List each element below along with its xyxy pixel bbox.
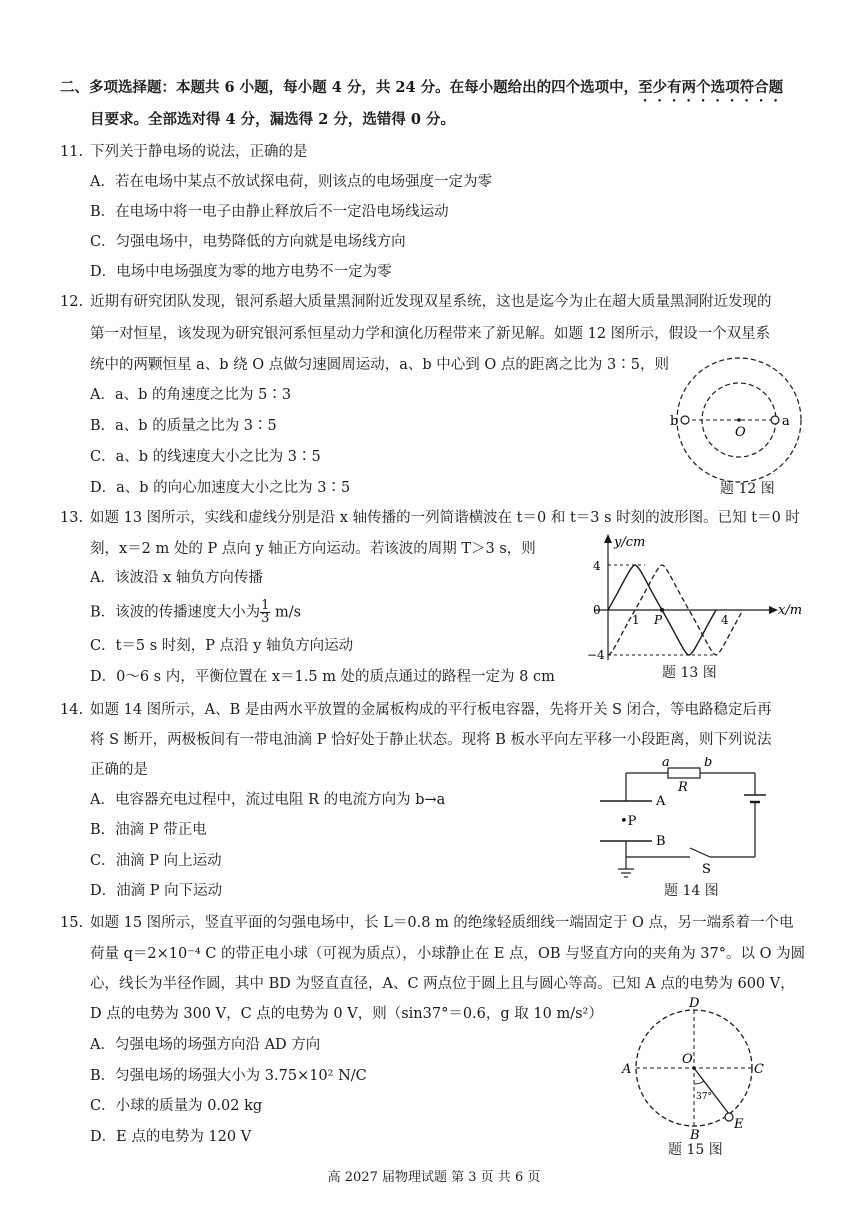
q13-stem-line1: 如题 13 图所示，实线和虚线分别是沿 x 轴传播的一列简谐横波在 t＝0 和 t＝3 s 时刻的波形图。已知 t＝0 时 [90, 510, 800, 526]
fraction-denominator: 3 [261, 611, 270, 626]
q12-number: 12. [60, 294, 84, 310]
q13-option-b-fraction [260, 600, 270, 625]
q15-option-b: B．匀强电场的场强大小为 3.75×10² N/C [90, 1068, 367, 1084]
q15-option-d: D．E 点的电势为 120 V [90, 1129, 252, 1145]
q11-option-d: D．电场中电场强度为零的地方电势不一定为零 [90, 264, 392, 280]
q12-option-a: A．a、b 的角速度之比为 5∶3 [90, 387, 292, 403]
point-p [660, 608, 664, 612]
fraction-numerator: 1 [261, 598, 270, 613]
label-o: O [735, 425, 746, 440]
page-footer: 高 2027 届物理试题 第 3 页 共 6 页 [327, 1170, 541, 1185]
q13-option-a: A．该波沿 x 轴负方向传播 [90, 570, 263, 586]
resistor-r [668, 768, 700, 778]
label-a-node: a [662, 757, 670, 770]
ball-e [725, 1113, 733, 1121]
q14-stem-line2: 将 S 断开，两极板间有一带电油滴 P 恰好处于静止状态。现将 B 板水平向左平移一小段距离，则下列说法 [90, 732, 772, 748]
label-plate-a: A [656, 794, 666, 809]
label-c: C [754, 1062, 764, 1077]
figure-14-caption: 题 14 图 [664, 883, 719, 899]
q14-option-a: A．电容器充电过程中，流过电阻 R 的电流方向为 b→a [90, 792, 446, 808]
q14-stem-line1: 如题 14 图所示，A、B 是由两水平放置的金属板构成的平行板电容器，先将开关 S 闭合，等电路稳定后再 [90, 702, 772, 718]
figure-12-caption: 题 12 图 [720, 481, 775, 497]
q13-option-d: D．0～6 s 内，平衡位置在 x＝1.5 m 处的质点通过的路程一定为 8 cm [90, 669, 555, 685]
label-e: E [734, 1117, 744, 1132]
q13-option-b-text: B．该波的传播速度大小为 [90, 604, 261, 621]
figure-14-circuit [590, 757, 790, 887]
y-axis-arrow [604, 534, 612, 543]
q11-number: 11. [60, 144, 84, 160]
tick-y-neg4: −4 [587, 648, 605, 662]
section-title-line2: 目要求。全部选对得 4 分，漏选得 2 分，选错得 0 分。 [90, 111, 456, 128]
tick-x-4: 4 [721, 613, 729, 627]
thread-oe [694, 1068, 729, 1114]
q11-option-c: C．匀强电场中，电势降低的方向就是电场线方向 [90, 234, 406, 250]
q12-option-c: C．a、b 的线速度大小之比为 3∶5 [90, 449, 321, 465]
label-b: B [690, 1128, 700, 1143]
angle-arc [694, 1081, 704, 1084]
x-axis-label: x/m [778, 603, 803, 618]
label-b: b [670, 414, 679, 429]
q12-option-b: B．a、b 的质量之比为 3∶5 [90, 418, 277, 434]
label-a: A [622, 1062, 632, 1077]
section-title-emphasis: 至少有两个选项符合题 [638, 79, 784, 96]
q15-stem-line1: 如题 15 图所示，竖直平面的匀强电场中，长 L＝0.8 m 的绝缘轻质细线一端固定于 O 点，另一端系着一个电 [90, 915, 794, 931]
section-title-part1: 二、多项选择题：本题共 6 小题，每小题 4 分，共 24 分。在每小题给出的四个选项中， [60, 79, 639, 96]
tick-x-1: 1 [632, 613, 640, 627]
figure-13-caption: 题 13 图 [662, 665, 717, 681]
q13-number: 13. [60, 510, 84, 526]
q15-stem-line2: 荷量 q＝2×10⁻⁴ C 的带正电小球（可视为质点），小球静止在 E 点，OB 与竖直方向的夹角为 37°。以 O 为圆 [90, 946, 806, 962]
label-o: O [682, 1052, 693, 1067]
q15-stem-line4: D 点的电势为 300 V，C 点的电势为 0 V，则（sin37°＝0.6，g 取 10 m/s²） [90, 1006, 603, 1022]
label-droplet-p: •P [620, 814, 637, 829]
q12-stem-line3: 统中的两颗恒星 a、b 绕 O 点做匀速圆周运动，a、b 中心到 O 点的距离之比为 3∶5，则 [90, 357, 669, 373]
q14-option-b: B．油滴 P 带正电 [90, 822, 207, 838]
tick-y-4: 4 [593, 559, 601, 573]
y-axis-label: y/cm [614, 535, 646, 550]
q11-option-a: A．若在电场中某点不放试探电荷，则该点的电场强度一定为零 [90, 174, 492, 190]
star-a [771, 416, 779, 424]
q13-option-c: C．t＝5 s 时刻，P 点沿 y 轴负方向运动 [90, 638, 354, 654]
q11-option-b: B．在电场中将一电子由静止释放后不一定沿电场线运动 [90, 204, 449, 220]
center-point [737, 418, 741, 422]
section-title-line1 [60, 78, 783, 105]
figure-15-circle [620, 995, 770, 1145]
tick-y-0: 0 [593, 603, 601, 617]
q11-stem: 下列关于静电场的说法，正确的是 [90, 144, 308, 160]
q15-option-c: C．小球的质量为 0.02 kg [90, 1098, 263, 1114]
label-b-node: b [704, 757, 713, 770]
label-switch-s: S [702, 862, 711, 877]
q15-stem-line3: 心，线长为半径作圆，其中 BD 为竖直直径，A、C 两点位于圆上且与圆心等高。已知 A 点的电势为 600 V， [90, 976, 795, 992]
label-a: a [782, 414, 790, 429]
q14-number: 14. [60, 702, 84, 718]
label-angle: 37° [696, 1092, 712, 1102]
q13-option-b-unit: m/s [275, 604, 302, 621]
label-d: D [689, 996, 700, 1011]
q13-stem-line2: 刻，x＝2 m 处的 P 点向 y 轴正方向运动。若该波的周期 T＞3 s，则 [90, 541, 536, 557]
q14-stem-line3: 正确的是 [90, 762, 148, 778]
label-plate-b: B [656, 834, 666, 849]
q12-stem-line1: 近期有研究团队发现，银河系超大质量黑洞附近发现双星系统，这也是迄今为止在超大质量黑洞附近发现的 [90, 294, 772, 310]
q15-number: 15. [60, 915, 84, 931]
center-o [692, 1066, 696, 1070]
x-axis-arrow [769, 606, 778, 614]
figure-15-caption: 题 15 图 [668, 1142, 723, 1158]
star-b [681, 416, 689, 424]
q13-option-b [90, 600, 301, 625]
figure-12-binary-star [660, 355, 810, 485]
switch-s [690, 848, 710, 857]
q12-option-d: D．a、b 的向心加速度大小之比为 3∶5 [90, 480, 351, 496]
q14-option-c: C．油滴 P 向上运动 [90, 853, 222, 869]
q14-option-d: D．油滴 P 向下运动 [90, 883, 223, 899]
label-p: P [654, 613, 663, 627]
q12-stem-line2: 第一对恒星，该发现为研究银河系恒星动力学和演化历程带来了新见解。如题 12 图所示，假设一个双星系 [90, 326, 771, 342]
q15-option-a: A．匀强电场的场强方向沿 AD 方向 [90, 1037, 321, 1053]
label-r: R [678, 780, 688, 795]
figure-13-wave-graph [585, 532, 810, 667]
